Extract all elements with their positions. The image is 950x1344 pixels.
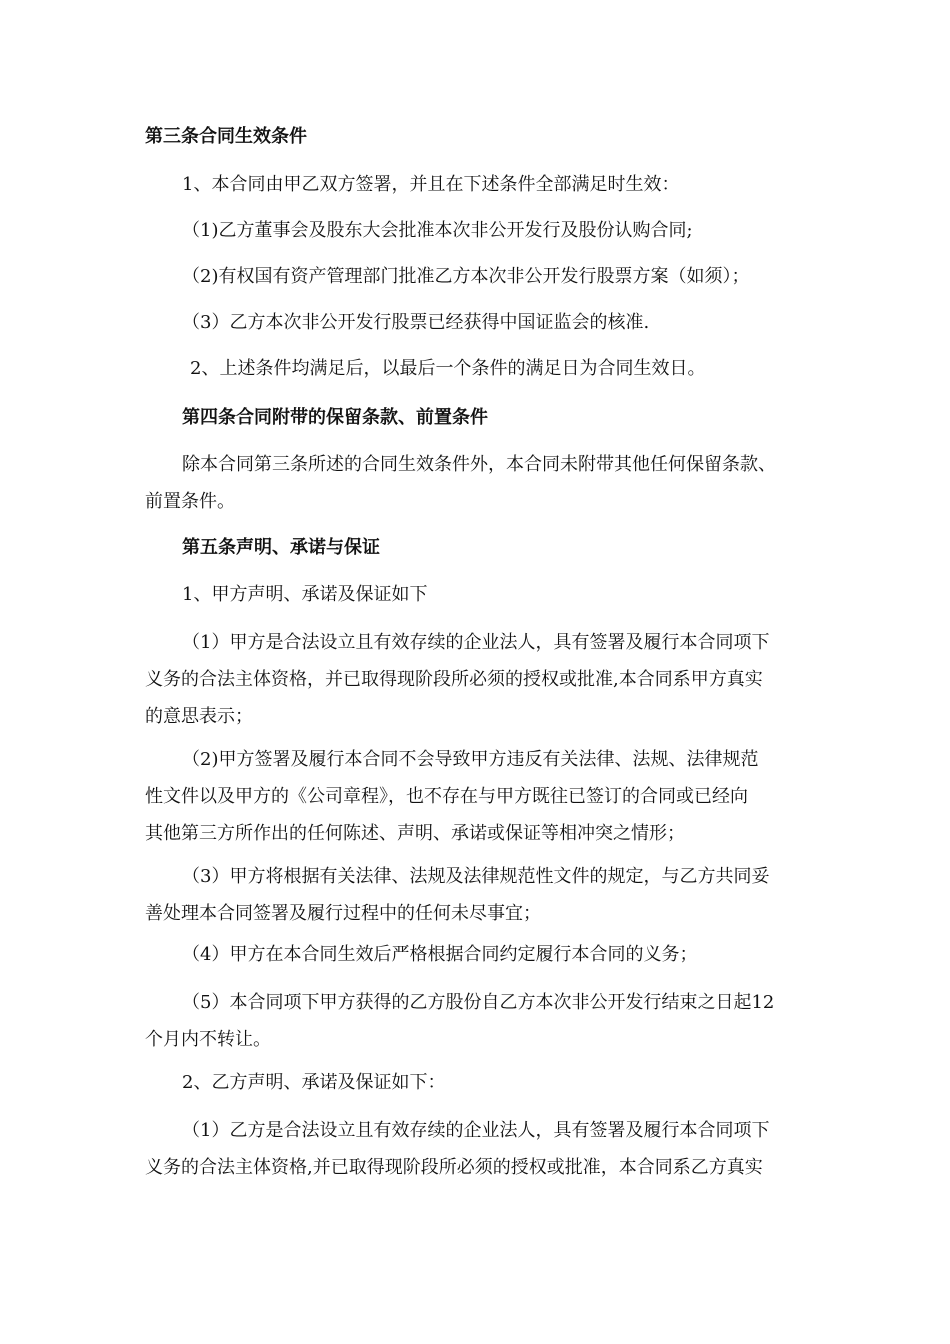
partyA-item1-line: 的意思表示； bbox=[145, 706, 253, 727]
partyA-item1-line: 义务的合法主体资格，并已取得现阶段所必须的授权或批准,本合同系甲方真实 bbox=[145, 669, 763, 690]
partyA-item2 bbox=[145, 741, 810, 852]
partyB-item1-line: 义务的合法主体资格,并已取得现阶段所必须的授权或批准，本合同系乙方真实 bbox=[145, 1157, 763, 1178]
partyA-title: 1、甲方声明、承诺及保证如下 bbox=[182, 584, 428, 605]
partyA-item2-line: （2)甲方签署及履行本合同不会导致甲方违反有关法律、法规、法律规范 bbox=[182, 749, 759, 770]
partyB-item1-line: （1）乙方是合法设立且有效存续的企业法人，具有签署及履行本合同项下 bbox=[182, 1120, 770, 1141]
partyA-item5-line: 个月内不转让。 bbox=[145, 1029, 271, 1050]
article5-heading: 第五条声明、承诺与保证 bbox=[182, 537, 380, 558]
partyA-item2-line: 性文件以及甲方的《公司章程》，也不存在与甲方既往已签订的合同或已经向 bbox=[145, 786, 748, 807]
partyA-item1 bbox=[145, 624, 810, 735]
article3-clause1: 1、本合同由甲乙双方签署，并且在下述条件全部满足时生效： bbox=[182, 174, 680, 195]
article4-body-line: 前置条件。 bbox=[145, 491, 235, 512]
article3-heading: 第三条合同生效条件 bbox=[145, 126, 307, 147]
article4-body-line: 除本合同第三条所述的合同生效条件外，本合同未附带其他任何保留条款、 bbox=[182, 454, 776, 475]
partyB-item1 bbox=[145, 1112, 810, 1186]
article3-item3: （3）乙方本次非公开发行股票已经获得中国证监会的核准. bbox=[182, 312, 650, 333]
partyA-item1-line: （1）甲方是合法设立且有效存续的企业法人，具有签署及履行本合同项下 bbox=[182, 632, 770, 653]
partyA-item3-line: （3）甲方将根据有关法律、法规及法律规范性文件的规定，与乙方共同妥 bbox=[182, 866, 770, 887]
article4-body bbox=[145, 446, 810, 520]
partyA-item2-line: 其他第三方所作出的任何陈述、声明、承诺或保证等相冲突之情形； bbox=[145, 823, 685, 844]
article3-clause2: 2、上述条件均满足后，以最后一个条件的满足日为合同生效日。 bbox=[190, 358, 706, 379]
article3-item1: （1)乙方董事会及股东大会批准本次非公开发行及股份认购合同; bbox=[182, 220, 693, 241]
partyA-item3 bbox=[145, 858, 810, 932]
article4-heading: 第四条合同附带的保留条款、前置条件 bbox=[182, 407, 488, 428]
partyA-item5 bbox=[145, 984, 810, 1058]
article3-item2: （2)有权国有资产管理部门批准乙方本次非公开发行股票方案（如须）； bbox=[182, 266, 750, 287]
partyA-item5-line: （5）本合同项下甲方获得的乙方股份自乙方本次非公开发行结束之日起12 bbox=[182, 992, 775, 1013]
partyA-item4: （4）甲方在本合同生效后严格根据合同约定履行本合同的义务； bbox=[182, 944, 698, 965]
partyB-title: 2、乙方声明、承诺及保证如下： bbox=[182, 1072, 446, 1093]
partyA-item3-line: 善处理本合同签署及履行过程中的任何未尽事宜； bbox=[145, 903, 541, 924]
